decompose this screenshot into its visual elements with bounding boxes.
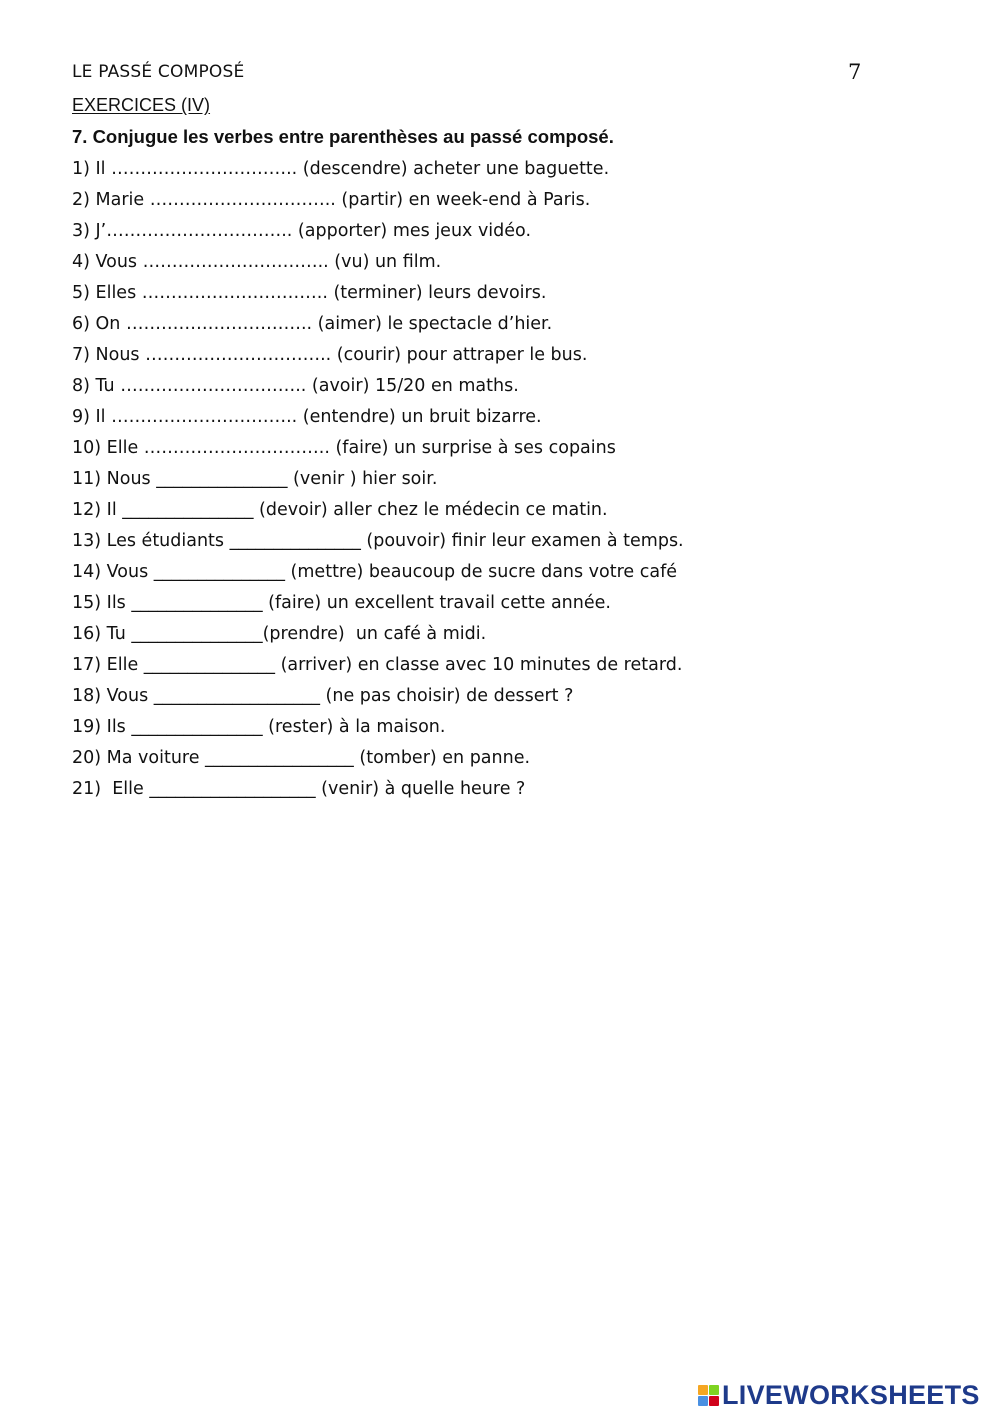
liveworksheets-logo-icon — [698, 1385, 719, 1406]
exercise-line-16: 16) Tu _______________(prendre) un café à midi. — [72, 624, 487, 644]
logo-square-2 — [709, 1385, 719, 1395]
exercise-line-10: 10) Elle ………………………….. (faire) un surprise à ses copains — [72, 438, 616, 458]
exercise-line-6: 6) On ………………………….. (aimer) le spectacle d’hier. — [72, 314, 553, 334]
exercise-line-4: 4) Vous ………………………….. (vu) un film. — [72, 252, 442, 272]
exercise-line-21: 21) Elle ___________________ (venir) à quelle heure ? — [72, 779, 526, 799]
document-header-title: LE PASSÉ COMPOSÉ — [72, 62, 245, 82]
exercise-line-9: 9) Il ………………………….. (entendre) un bruit bizarre. — [72, 407, 542, 427]
exercise-line-14: 14) Vous _______________ (mettre) beaucoup de sucre dans votre café — [72, 562, 678, 582]
exercise-line-7: 7) Nous ………………………….. (courir) pour attraper le bus. — [72, 345, 588, 365]
section-title: EXERCICES (IV) — [72, 95, 211, 115]
logo-square-1 — [698, 1385, 708, 1395]
exercise-line-13: 13) Les étudiants _______________ (pouvoir) finir leur examen à temps. — [72, 531, 684, 551]
exercise-line-20: 20) Ma voiture _________________ (tomber) en panne. — [72, 748, 531, 768]
exercise-line-12: 12) Il _______________ (devoir) aller chez le médecin ce matin. — [72, 500, 608, 520]
liveworksheets-logo — [698, 1380, 980, 1410]
liveworksheets-logo-text: LIVEWORKSHEETS — [722, 1379, 980, 1410]
exercise-line-17: 17) Elle _______________ (arriver) en classe avec 10 minutes de retard. — [72, 655, 683, 675]
exercise-line-11: 11) Nous _______________ (venir ) hier soir. — [72, 469, 438, 489]
exercise-list — [72, 156, 684, 807]
exercise-line-3: 3) J’………………………….. (apporter) mes jeux vidéo. — [72, 221, 532, 241]
page-number: 7 — [848, 60, 862, 84]
exercise-line-1: 1) Il ………………………….. (descendre) acheter une baguette. — [72, 159, 610, 179]
exercise-line-2: 2) Marie ………………………….. (partir) en week-end à Paris. — [72, 190, 591, 210]
logo-square-4 — [709, 1396, 719, 1406]
exercise-line-18: 18) Vous ___________________ (ne pas choisir) de dessert ? — [72, 686, 574, 706]
exercise-line-5: 5) Elles ………………………….. (terminer) leurs devoirs. — [72, 283, 547, 303]
logo-square-3 — [698, 1396, 708, 1406]
exercise-line-8: 8) Tu ………………………….. (avoir) 15/20 en maths. — [72, 376, 519, 396]
exercise-instruction: 7. Conjugue les verbes entre parenthèses au passé composé. — [72, 126, 614, 147]
exercise-line-19: 19) Ils _______________ (rester) à la maison. — [72, 717, 446, 737]
exercise-line-15: 15) Ils _______________ (faire) un excellent travail cette année. — [72, 593, 611, 613]
